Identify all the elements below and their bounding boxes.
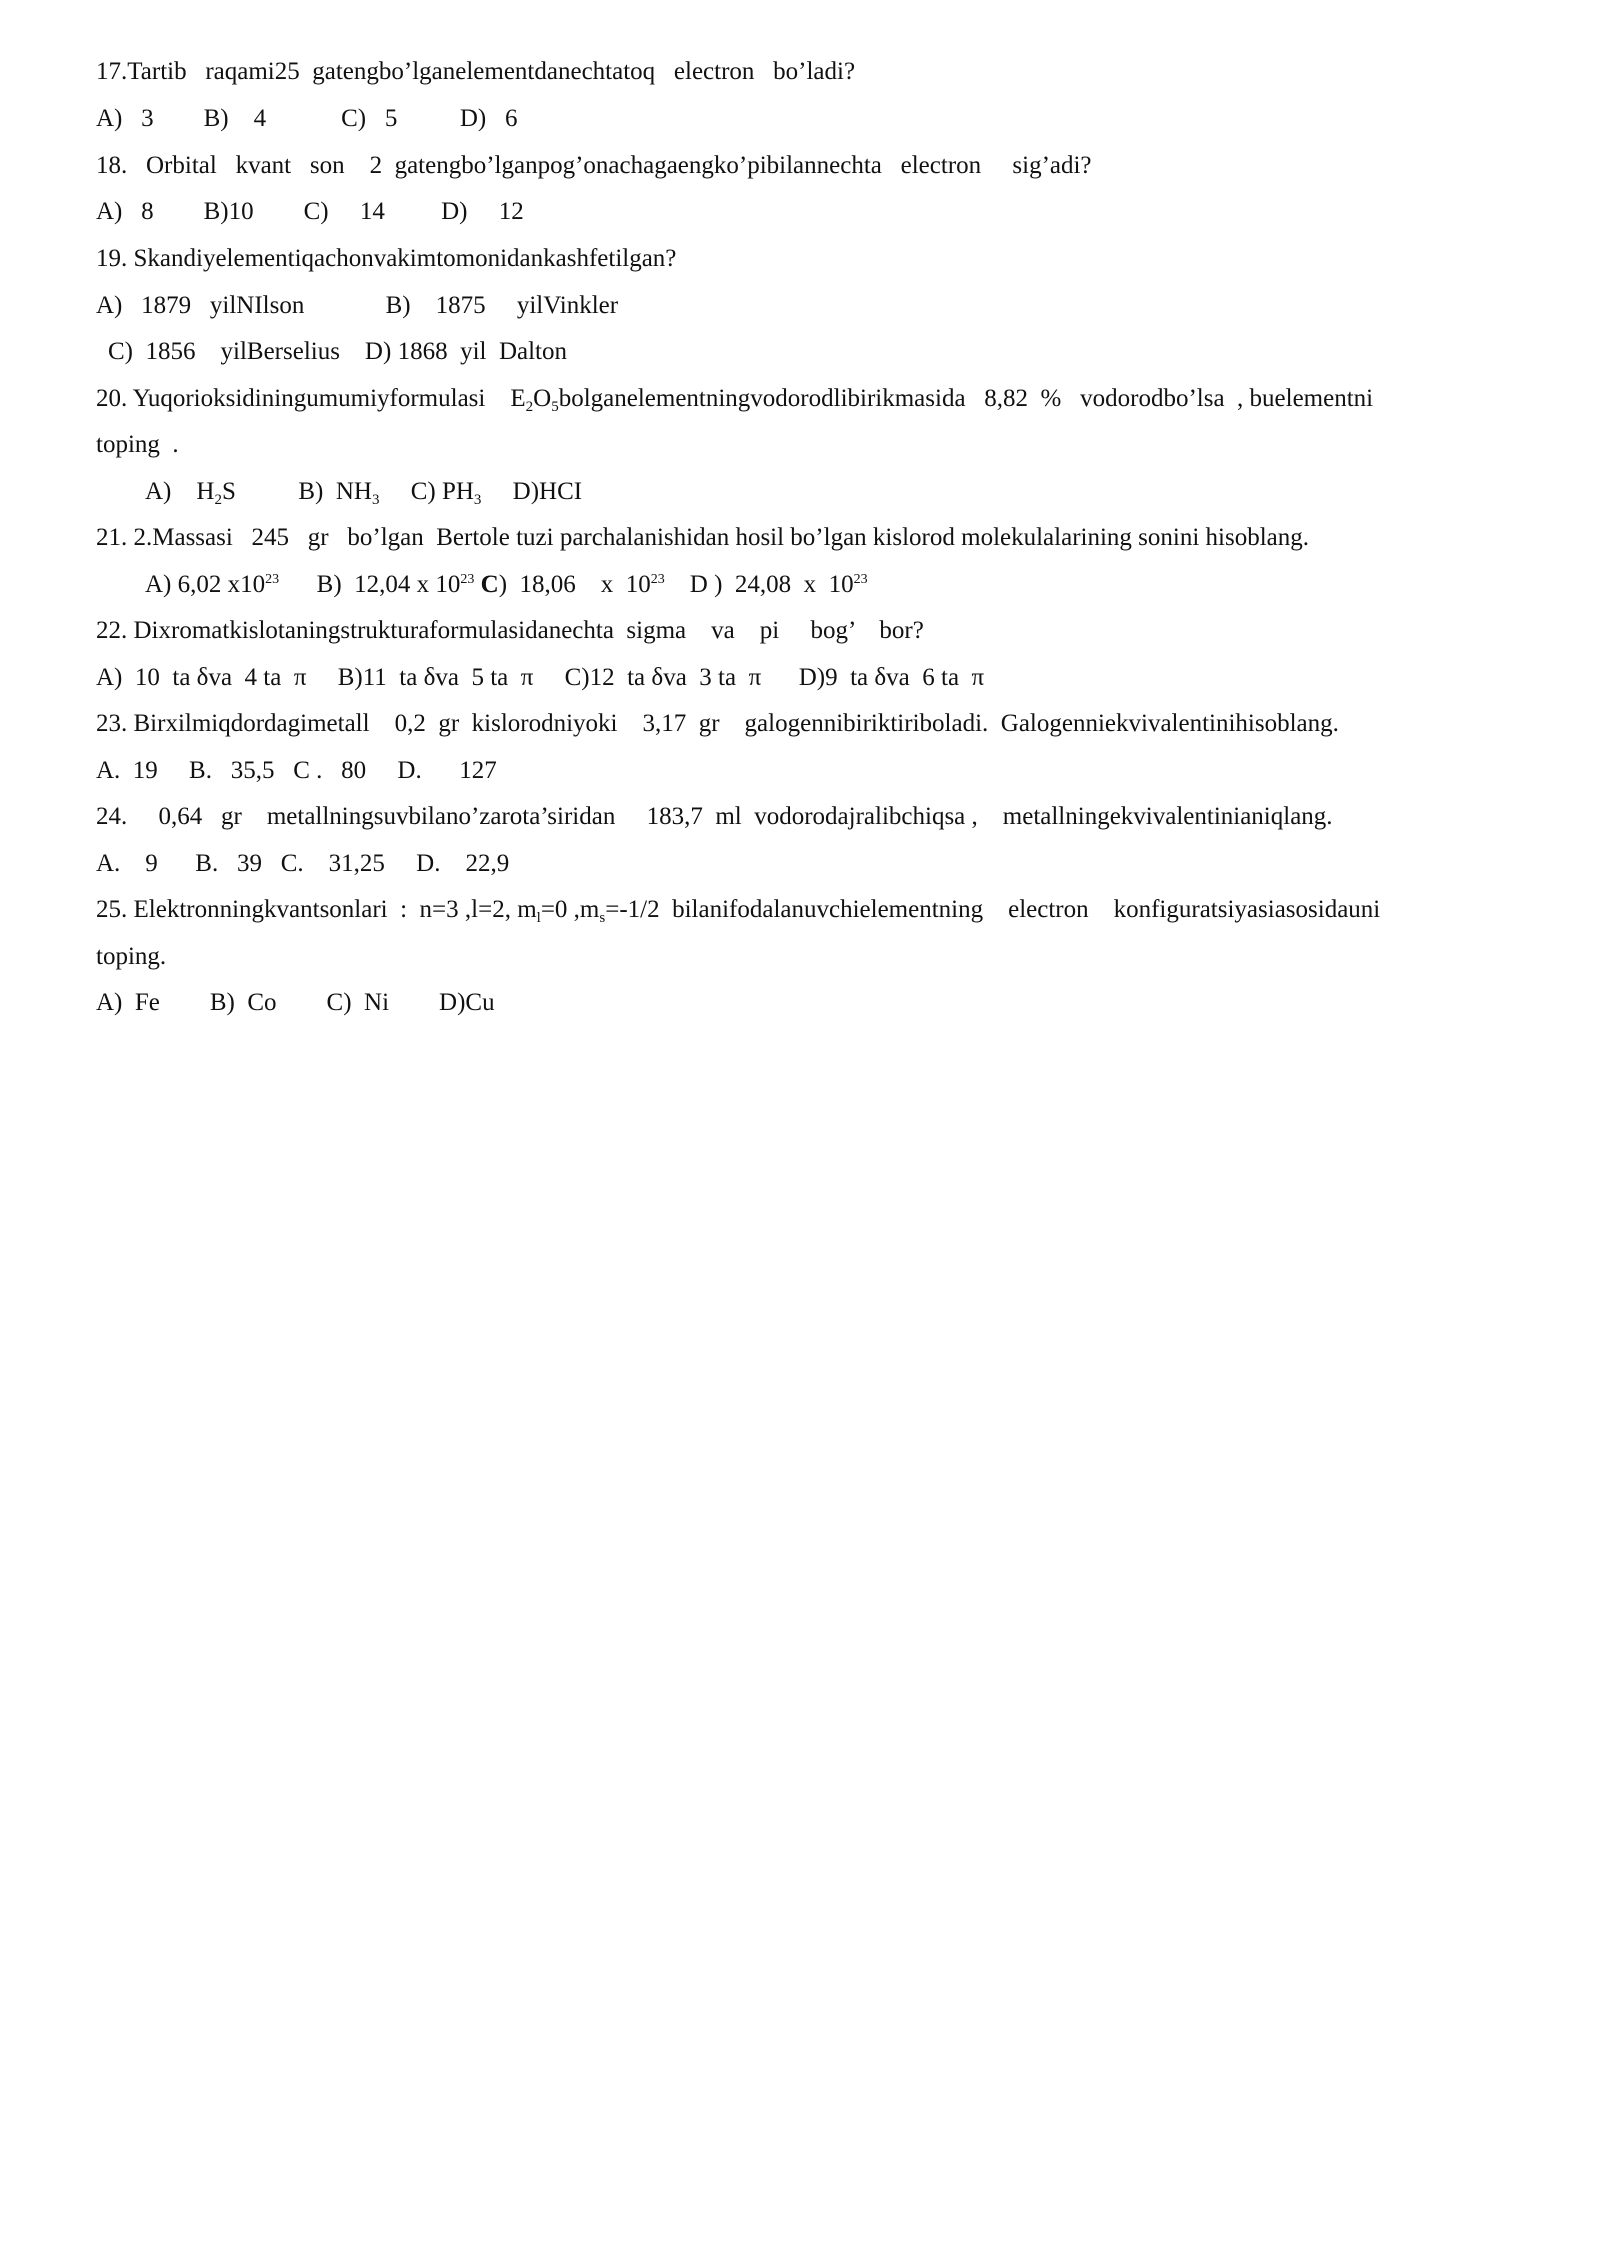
question-19-options-2: C) 1856 yilBerselius D) 1868 yil Dalton [108, 338, 567, 365]
question-24: 24. 0,64 gr metallningsuvbilano’zarota’siridan 183,7 ml vodorodajralibchiqsa , metallningekvivalentinianiqlang. [96, 803, 1333, 830]
question-25-text-b: =0 ,m [540, 896, 600, 923]
option-d: D)HCI [481, 478, 583, 505]
question-18: 18. Orbital kvant son 2 gatengbo’lganpog’onachagaengko’pibilannechta electron sig’adi? [96, 152, 1092, 179]
question-19: 19. Skandiyelementiqachonvakimtomonidankashfetilgan? [96, 245, 677, 272]
question-18-options: A) 8 B)10 C) 14 D) 12 [96, 198, 524, 225]
subscript: 5 [551, 399, 559, 415]
superscript: 23 [265, 572, 280, 587]
option-a: A) H [145, 478, 215, 505]
question-20-text-b: O [533, 385, 552, 412]
option-d: D ) 24,08 x 10 [664, 571, 854, 598]
option-c: C) PH [379, 478, 474, 505]
question-25 [96, 895, 1380, 925]
question-25-options: A) Fe B) Co C) Ni D)Cu [96, 989, 495, 1016]
option-a: A) 6,02 x10 [145, 571, 266, 598]
question-20-text-a: 20. Yuqorioksidiningumumiyformulasi E [96, 385, 526, 412]
option-c-label: C [474, 571, 499, 598]
superscript: 23 [460, 572, 475, 587]
subscript: 3 [473, 492, 482, 508]
question-23: 23. Birxilmiqdordagimetall 0,2 gr kislorodniyoki 3,17 gr galogennibiriktiriboladi. Galogenniekvivalentinihisoblang. [96, 710, 1339, 737]
subscript: l [536, 910, 541, 926]
question-21: 21. 2.Massasi 245 gr bo’lgan Bertole tuzi parchalanishidan hosil bo’lgan kislorod molekulalarining sonini hisoblang. [96, 524, 1310, 551]
question-19-options-1: A) 1879 yilNIlson B) 1875 yilVinkler [96, 292, 619, 319]
option-b: S B) NH [221, 478, 372, 505]
question-25-text-c: =-1/2 bilanifodalanuvchielementning electron konfiguratsiyasiasosidauni [605, 896, 1381, 923]
question-25-text-a: 25. Elektronningkvantsonlari : n=3 ,l=2, m [96, 896, 537, 923]
question-17: 17.Tartib raqami25 gatengbo’lganelementdanechtatoq electron bo’ladi? [96, 58, 856, 85]
option-c: ) 18,06 x 10 [498, 571, 651, 598]
superscript: 23 [650, 572, 665, 587]
question-25-continuation: toping. [96, 943, 167, 970]
question-23-options: A. 19 B. 35,5 C . 80 D. 127 [96, 757, 497, 784]
question-17-options: A) 3 B) 4 C) 5 D) 6 [96, 105, 518, 132]
question-20-continuation: toping . [96, 431, 179, 458]
subscript: s [599, 910, 606, 926]
question-20-text-c: bolganelementningvodorodlibirikmasida 8,82 % vodorodbo’lsa , buelementni [558, 385, 1374, 412]
subscript: 2 [214, 492, 222, 508]
question-24-options: A. 9 B. 39 C. 31,25 D. 22,9 [96, 850, 510, 877]
question-22-options: A) 10 ta δva 4 ta π B)11 ta δva 5 ta π C)12 ta δva 3 ta π D)9 ta δva 6 ta π [96, 664, 985, 691]
subscript: 3 [371, 492, 380, 508]
question-21-options [145, 570, 868, 600]
question-20-options [145, 477, 582, 507]
question-20 [96, 384, 1373, 414]
subscript: 2 [525, 399, 534, 415]
superscript: 23 [853, 572, 868, 587]
question-22: 22. Dixromatkislotaningstrukturaformulasidanechta sigma va pi bog’ bor? [96, 617, 924, 644]
option-b: B) 12,04 x 10 [279, 571, 461, 598]
